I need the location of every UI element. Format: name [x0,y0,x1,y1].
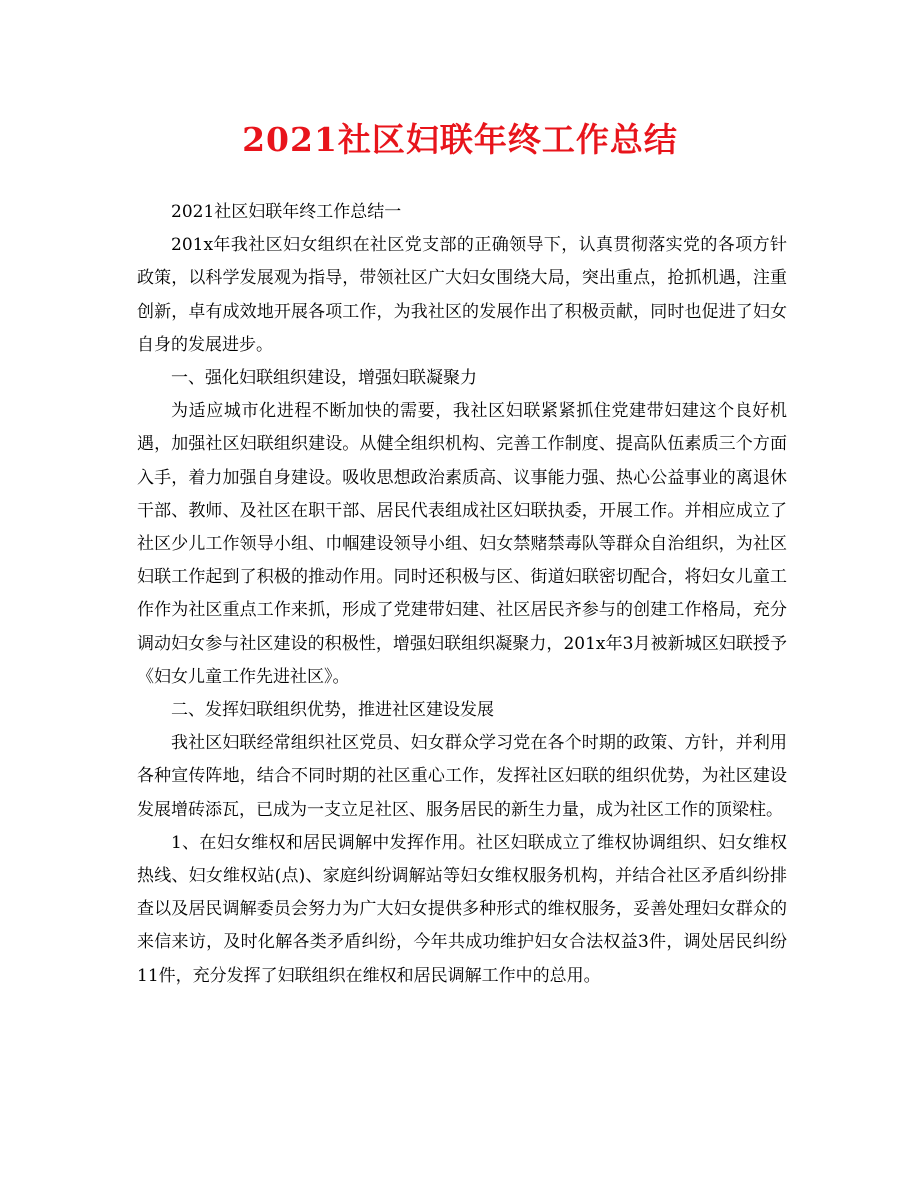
paragraph-section-2: 我社区妇联经常组织社区党员、妇女群众学习党在各个时期的政策、方针，并利用各种宣传阵地，结合不同时期的社区重心工作，发挥社区妇联的组织优势，为社区建设发展增砖添瓦，已成为一支立足社区、服务居民的新生力量，成为社区工作的顶梁柱。 [137,733,787,820]
paragraph-subtitle: 2021社区妇联年终工作总结一 [171,202,402,222]
paragraph-intro: 201x年我社区妇女组织在社区党支部的正确领导下，认真贯彻落实党的各项方针政策，以科学发展观为指导，带领社区广大妇女围绕大局，突出重点，抢抓机遇，注重创新，卓有成效地开展各项工作，为我社区的发展作出了积极贡献，同时也促进了妇女自身的发展进步。 [137,235,787,355]
section-heading-2: 二、发挥妇联组织优势，推进社区建设发展 [171,700,494,721]
section-heading-1: 一、强化妇联组织建设，增强妇联凝聚力 [171,368,477,389]
paragraph-item-1: 1、在妇女维权和居民调解中发挥作用。社区妇联成立了维权协调组织、妇女维权热线、妇女维权站(点)、家庭纠纷调解站等妇女维权服务机构，并结合社区矛盾纠纷排查以及居民调解委员会努力为广大妇女提供多种形式的维权服务，妥善处理妇女群众的来信来访，及时化解各类矛盾纠纷，今年共成功维护妇女合法权益3件，调处居民纠纷11件，充分发挥了妇联组织在维权和居民调解工作中的总用。 [137,832,787,986]
paragraph-section-1: 为适应城市化进程不断加快的需要，我社区妇联紧紧抓住党建带妇建这个良好机遇，加强社区妇联组织建设。从健全组织机构、完善工作制度、提高队伍素质三个方面入手，着力加强自身建设。吸收思想政治素质高、议事能力强、热心公益事业的离退休干部、教师、及社区在职干部、居民代表组成社区妇联执委，开展工作。并相应成立了社区少儿工作领导小组、巾帼建设领导小组、妇女禁赌禁毒队等群众自治组织，为社区妇联工作起到了积极的推动作用。同时还积极与区、街道妇联密切配合，将妇女儿童工作作为社区重点工作来抓，形成了党建带妇建、社区居民齐参与的创建工作格局，充分调动妇女参与社区建设的积极性，增强妇联组织凝聚力，201x年3月被新城区妇联授予《妇女儿童工作先进社区》。 [137,401,787,687]
document-body [137,196,787,993]
document-title: 2021社区妇联年终工作总结 [242,120,678,159]
